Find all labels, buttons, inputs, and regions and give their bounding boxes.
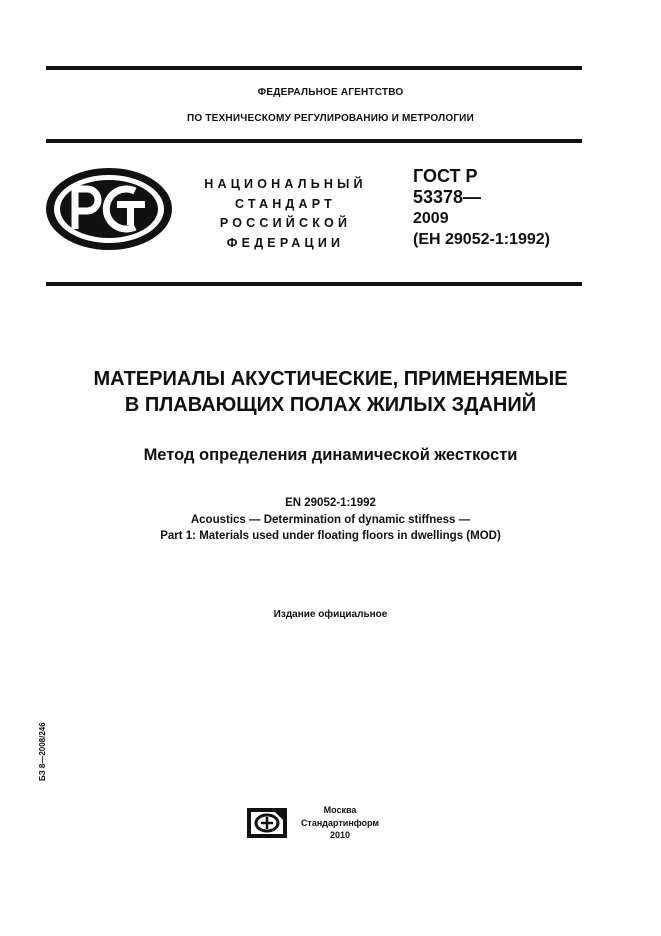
standartinform-logo-icon [247,808,287,838]
header-rule [46,139,582,143]
title-line-2: В ПЛАВАЮЩИХ ПОЛАХ ЖИЛЫХ ЗДАНИЙ [124,394,537,416]
national-standard-line-4: ФЕДЕРАЦИИ [226,235,345,250]
agency-line-1: ФЕДЕРАЛЬНОЕ АГЕНТСТВО [257,87,404,98]
document-subtitle: Метод определения динамической жесткости [143,446,518,464]
publisher-name: Стандартинформ [300,817,380,828]
publisher-block [300,804,380,842]
en-reference-line-3: Part 1: Materials used under floating floors in dwellings (MOD) [160,530,501,542]
national-standard-line-1: НАЦИОНАЛЬНЫЙ [204,177,367,191]
document-title [0,366,661,418]
agency-line-2: ПО ТЕХНИЧЕСКОМУ РЕГУЛИРОВАНИЮ И МЕТРОЛОГИИ [187,113,474,124]
designation-line-4: (ЕН 29052-1:1992) [413,231,550,248]
publisher-city: Москва [323,805,357,815]
designation-line-1: ГОСТ Р [413,166,478,186]
side-code: БЗ 8—2008/246 [38,722,47,781]
edition-label: Издание официальное [273,609,388,620]
designation-line-2: 53378— [413,187,482,207]
top-rule [46,66,582,70]
national-standard-line-3: РОССИЙСКОЙ [219,216,352,230]
standard-designation [413,166,550,250]
publisher-year: 2010 [329,830,351,840]
national-standard-line-2: СТАНДАРТ [235,196,336,211]
en-reference-line-1: EN 29052-1:1992 [285,497,376,509]
title-line-1: МАТЕРИАЛЫ АКУСТИЧЕСКИЕ, ПРИМЕНЯЕМЫЕ [93,368,568,390]
body-rule [46,282,582,286]
rst-logo-icon [43,165,175,253]
national-standard-label [188,175,383,253]
designation-line-3: 2009 [413,210,449,227]
en-reference-line-2: Acoustics — Determination of dynamic stiffness — [190,513,471,526]
en-reference [0,495,661,545]
